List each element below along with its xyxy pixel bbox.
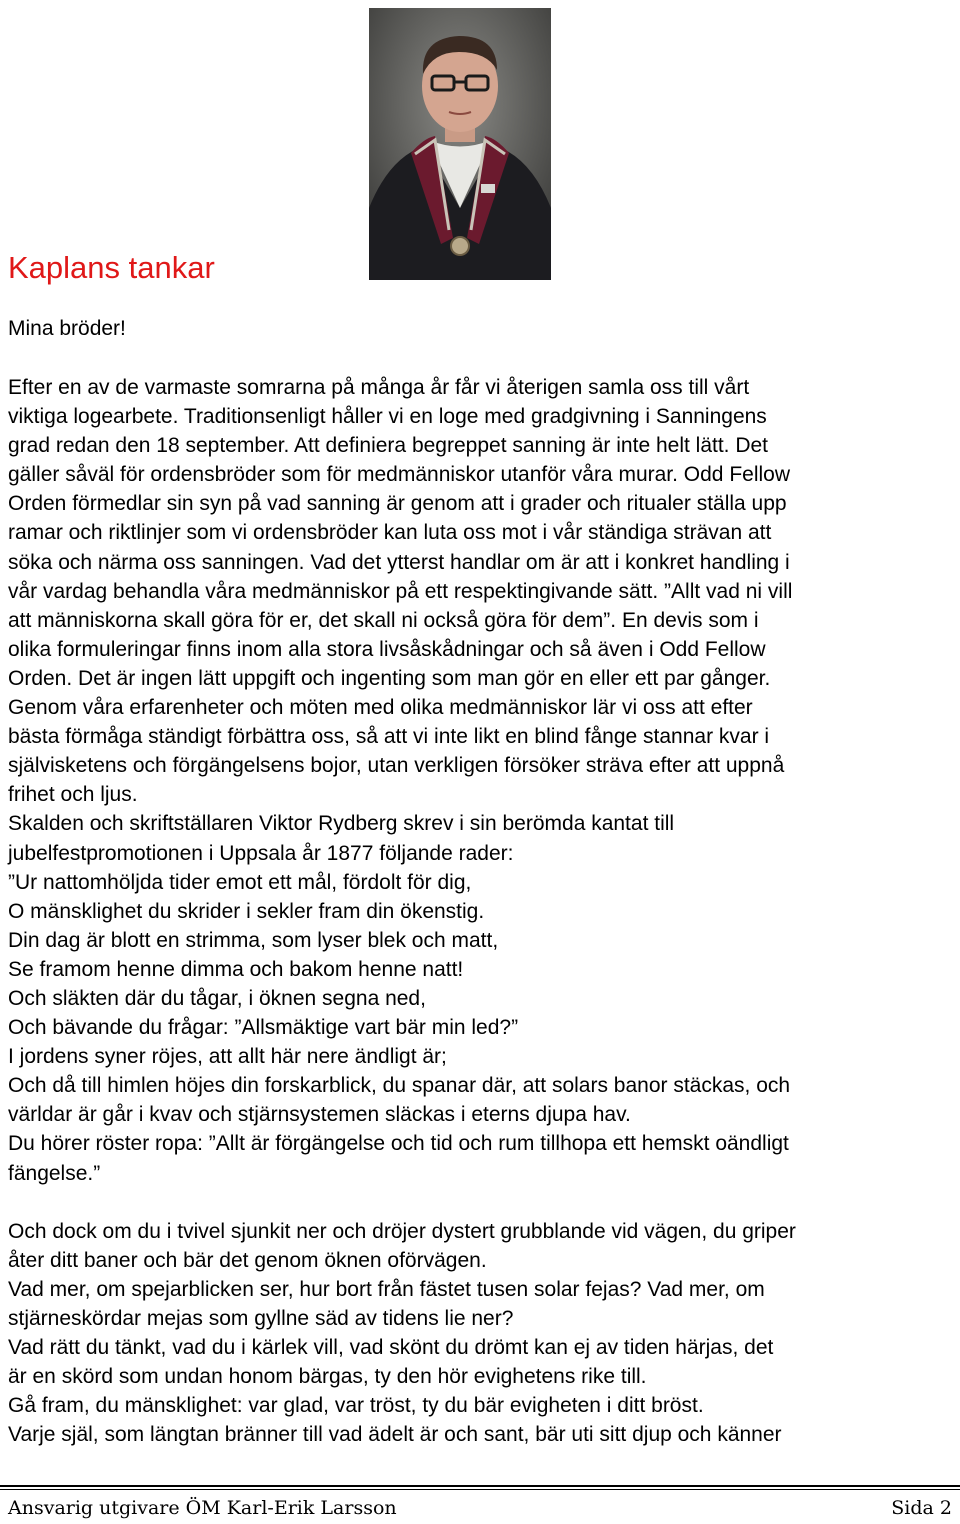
text-line: vår vardag behandla våra medmänniskor på ett respektingivande sätt. ”Allt vad ni vill	[8, 579, 793, 603]
text-line: söka och närma oss sanningen. Vad det ytterst handlar om är att i konkret handling i	[8, 550, 790, 574]
poem-line: Se framom henne dimma och bakom henne natt!	[8, 957, 464, 981]
poem-line: fängelse.”	[8, 1161, 101, 1185]
poem-line: världar är går i kvav och stjärnsystemen släckas i eterns djupa hav.	[8, 1103, 631, 1127]
text-line: viktiga logearbete. Traditionsenligt håller vi en loge med gradgivning i Sanningens	[8, 405, 767, 429]
text-line: bästa förmåga ständigt förbättra oss, så att vi inte likt en blind fånge stannar kvar i	[8, 725, 770, 749]
text-line: jubelfestpromotionen i Uppsala år 1877 följande rader:	[8, 841, 514, 865]
poem-line: Och bävande du frågar: ”Allsmäktige vart bär min led?”	[8, 1016, 519, 1040]
greeting: Mina bröder!	[8, 317, 126, 340]
footer-divider	[0, 1485, 960, 1487]
text-line: frihet och ljus.	[8, 783, 138, 807]
text-line: grad redan den 18 september. Att definiera begreppet sanning är inte helt lätt. Det	[8, 434, 769, 458]
poem-line: ”Ur nattomhöljda tider emot ett mål, fördolt för dig,	[8, 870, 472, 894]
poem-line: Och dock om du i tvivel sjunkit ner och dröjer dystert grubblande vid vägen, du griper	[8, 1219, 796, 1243]
poem-line: I jordens syner röjes, att allt här nere ändligt är;	[8, 1045, 447, 1069]
poem-line: Gå fram, du mänsklighet: var glad, var tröst, ty du bär evigheten i ditt bröst.	[8, 1394, 704, 1418]
text-line: olika formuleringar finns inom alla stora livsåskådningar och så även i Odd Fellow	[8, 637, 766, 661]
text-line: Genom våra erfarenheter och möten med olika medmänniskor lär vi oss att efter	[8, 696, 753, 720]
blank-line	[8, 1188, 960, 1217]
poem-line: åter ditt baner och bär det genom öknen oförvägen.	[8, 1248, 487, 1272]
text-line: Orden förmedlar sin syn på vad sanning är genom att i grader och ritualer ställa upp	[8, 492, 787, 516]
footer-divider	[0, 1489, 960, 1490]
poem-line: Vad rätt du tänkt, vad du i kärlek vill, vad skönt du drömt kan ej av tiden härjas, det	[8, 1336, 774, 1359]
text-line: självisketens och förgängelsens bojor, utan verkligen försöker sträva efter att uppnå	[8, 754, 785, 778]
poem-line: Vad mer, om spejarblicken ser, hur bort från fästet tusen solar fejas? Vad mer, om	[8, 1277, 765, 1301]
poem-line: Din dag är blott en strimma, som lyser blek och matt,	[8, 928, 499, 952]
text-line: Efter en av de varmaste somrarna på många år får vi återigen samla oss till vårt	[8, 376, 750, 399]
poem-line: är en skörd som undan honom bärgas, ty den hör evighetens rike till.	[8, 1365, 647, 1389]
text-line: ramar och riktlinjer som vi ordensbröder kan luta oss mot i vår ständiga strävan att	[8, 521, 772, 545]
page-title: Kaplans tankar	[8, 250, 215, 285]
text-line: gäller såväl för ordensbröder som för medmänniskor utanför våra murar. Odd Fellow	[8, 463, 791, 487]
poem-line: Varje själ, som längtan bränner till vad ädelt är och sant, bär uti sitt djup och känner	[8, 1423, 782, 1447]
page-number: Sida 2	[891, 1497, 952, 1519]
poem-line: stjärneskördar mejas som gyllne säd av tidens lie ner?	[8, 1306, 514, 1330]
article-body	[8, 373, 960, 1449]
poem-line: Och då till himlen höjes din forskarblick, du spanar där, att solars banor stäckas, och	[8, 1074, 791, 1098]
text-line: att människorna skall göra för er, det skall ni också göra för dem”. En devis som i	[8, 608, 759, 632]
text-line: Skalden och skriftställaren Viktor Rydberg skrev i sin berömda kantat till	[8, 812, 675, 836]
poem-line: Och släkten där du tågar, i öknen segna ned,	[8, 986, 426, 1010]
footer-publisher: Ansvarig utgivare ÖM Karl-Erik Larsson	[8, 1497, 397, 1519]
text-line: Orden. Det är ingen lätt uppgift och ingenting som man gör en eller ett par gånger.	[8, 666, 771, 690]
poem-line: Du hörer röster ropa: ”Allt är förgängelse och tid och rum tillhopa ett hemskt oändligt	[8, 1132, 789, 1156]
poem-line: O mänsklighet du skrider i sekler fram din ökenstig.	[8, 899, 485, 923]
portrait-photo	[369, 8, 551, 280]
